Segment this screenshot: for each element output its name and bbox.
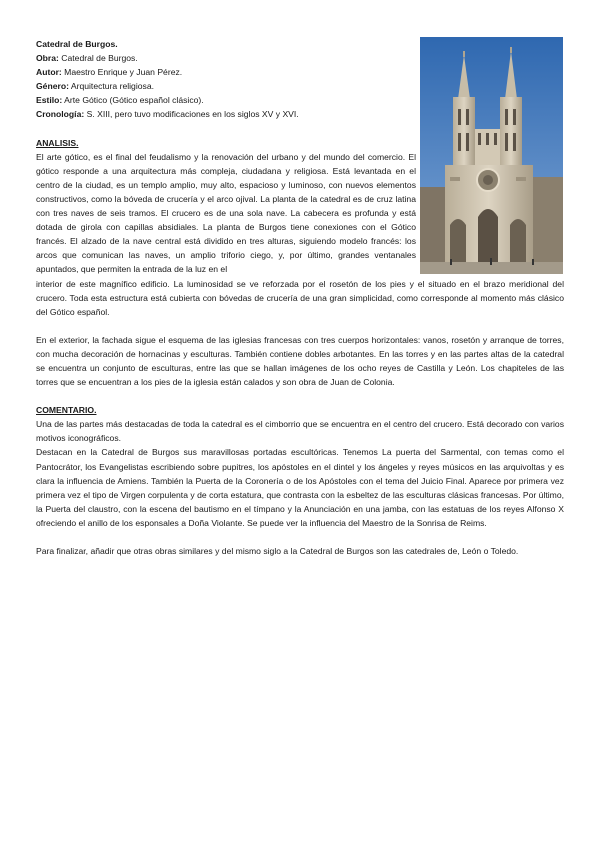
analisis-paragraph-1-wide: interior de este magnífico edificio. La luminosidad se ve reforzada por el rosetón de los pies y el situado en el brazo meridional del crucero. Toda esta estructura está cubierta con bóvedas de crucería de una gran simplicidad, como corresponde al momento más clásico del Gótico español.	[36, 278, 564, 317]
obra-value: Catedral de Burgos.	[58, 53, 138, 64]
genero-value: Arquitectura religiosa.	[68, 81, 154, 92]
comentario-paragraph-3: Para finalizar, añadir que otras obras similares y del mismo siglo a la Catedral de Burgos son las catedrales de, León o Toledo.	[36, 546, 519, 556]
header-block	[36, 37, 408, 122]
obra-label: Obra:	[36, 53, 59, 64]
estilo-value: Arte Gótico (Gótico español clásico).	[62, 95, 204, 106]
comentario-paragraph-2: Destacan en la Catedral de Burgos sus maravillosas portadas escultóricas. Tenemos La puerta del Sarmental, con temas como el Pantocrátor, los Evangelistas escribiendo sobre pupitres, los apóstoles en el dintel y los ángeles y reyes músicos en las arquivoltas y es clara la influencia de Amiens. También la Puerta de la Coronería o de los Apóstoles con el tema del Juicio Final. Aparece por primera vez primera vez el tipo de Virgen corpulenta y de corta estatura, que contrasta con la esbeltez de las esculturas clásicas francesas. Por último, la Puerta del claustro, con la escena del bautismo en el tímpano y la Anunciación en una jamba, con las estatuas de los reyes Alfonso X ofreciendo el anillo de los esponsales a Doña Violante. Se puede ver la influencia del Maestro de la Sonrisa de Reims.	[36, 447, 564, 528]
estilo-label: Estilo:	[36, 95, 63, 106]
autor-line	[36, 65, 408, 79]
cronologia-line	[36, 107, 408, 121]
autor-label: Autor:	[36, 67, 62, 78]
cronologia-value: S. XIII, pero tuvo modificaciones en los siglos XV y XVI.	[84, 109, 299, 120]
estilo-line	[36, 93, 408, 107]
document-title: Catedral de Burgos.	[36, 39, 118, 49]
obra-line	[36, 51, 408, 65]
spacer	[36, 319, 564, 333]
spacer	[36, 389, 564, 403]
genero-line	[36, 79, 408, 93]
genero-label: Género:	[36, 81, 69, 92]
comentario-paragraph-1: Una de las partes más destacadas de toda la catedral es el cimborrio que se encuentra en el centro del crucero. Está decorado con varios motivos iconográficos.	[36, 419, 564, 444]
analisis-paragraph-2: En el exterior, la fachada sigue el esquema de las iglesias francesas con tres cuerpos horizontales: vanos, rosetón y arranque de torres, con mucha decoración de hornacinas y esculturas. También contiene dobles arbotantes. En las torres y en las partes altas de la catedral se encuentra un conjunto de esculturas, entre las que se hallan imágenes de los ocho reyes de Castilla y León. Los chapiteles de las torres que se encuentran a los pies de la iglesia están calados y son obra de Juan de Colonia.	[36, 334, 564, 388]
comentario-heading: COMENTARIO.	[36, 405, 97, 416]
autor-value: Maestro Enrique y Juan Pérez.	[61, 67, 183, 78]
analisis-heading: ANALISIS.	[36, 137, 79, 148]
spacer	[36, 122, 564, 136]
analisis-paragraph-1-narrow: El arte gótico, es el final del feudalismo y la renovación del urbano y del mundo del comercio. El gótico responde a una arquitectura más compleja, ciudadana y religiosa. Está levantada en el centro de la ciudad, es un templo amplio, muy alto, espacioso y luminoso, con nuevos elementos constructivos, como la bóveda de crucería y el arco ojival. La planta de la catedral es de cruz latina con tres naves de seis tramos. El crucero es de una sola nave. La cabecera es profunda y está dotada de girola con capillas absidiales. La planta de Burgos tiene conexiones con el Gótico francés. El alzado de la nave central está dividido en tres alturas, siguiendo modelo francés: los arcos que comunican las naves, un amplio triforio ciego, y, por último, grandes ventanales apuntados, que permiten la entrada de la luz en el	[36, 151, 416, 275]
document-body	[36, 37, 564, 558]
cronologia-label: Cronología:	[36, 109, 85, 120]
spacer	[36, 530, 564, 544]
